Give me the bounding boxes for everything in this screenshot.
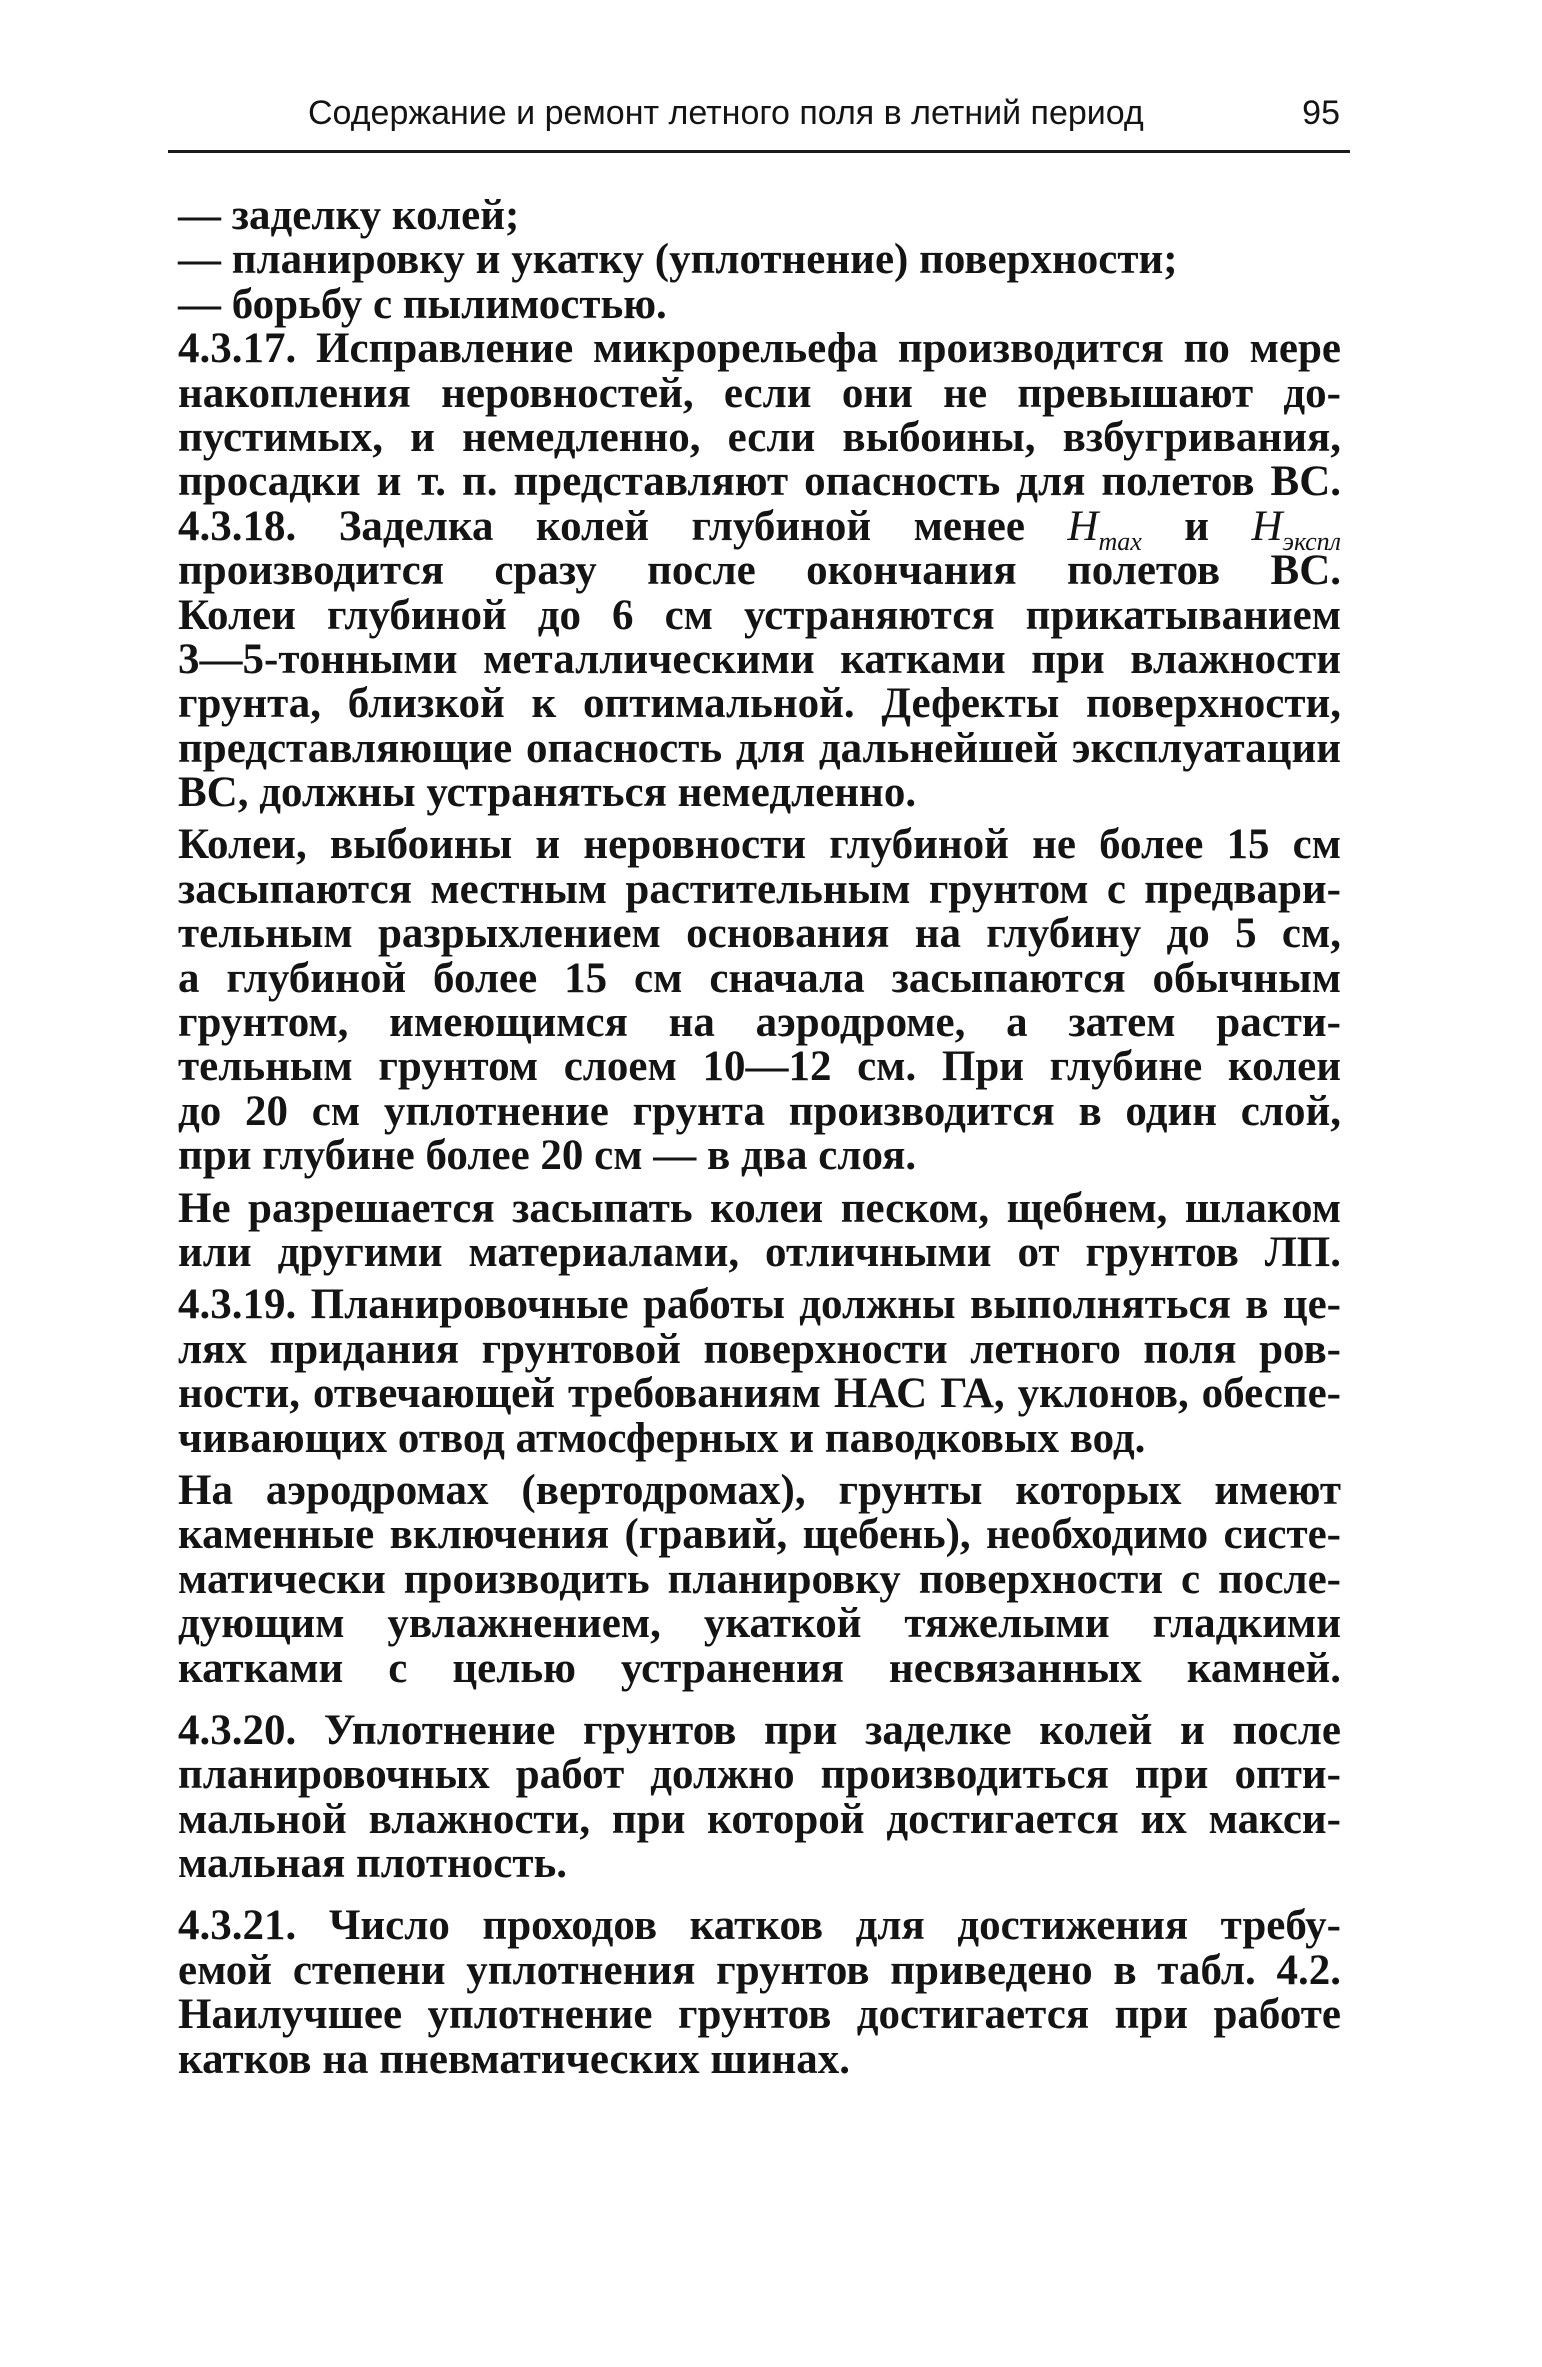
page-number: 95: [1302, 94, 1340, 132]
paragraph-prohibition-line: или другими материалами, отличными от грунтов ЛП.: [178, 1228, 1341, 1276]
paragraph-aerodromes-line: На аэродромах (вертодромах), грунты которых имеют: [178, 1466, 1341, 1514]
paragraph-aerodromes-line: катками с целью устранения несвязанных камней.: [178, 1644, 1341, 1692]
paragraph-prohibition-line: Не разрешается засыпать колеи песком, щебнем, шлаком: [178, 1184, 1341, 1232]
paragraph-4-3-21-line: [178, 1904, 1341, 1948]
paragraph-4-3-21-line: Наилучшее уплотнение грунтов достигается при работе: [178, 1991, 1341, 2039]
paragraph-aerodromes-line: каменные включения (гравий, щебень), необходимо систе-: [178, 1511, 1341, 1559]
paragraph-4-3-17-line: [178, 327, 1341, 371]
paragraph-ruts-line: до 20 см уплотнение грунта производится в один слой,: [178, 1087, 1341, 1135]
paragraph-4-3-21-line: емой степени уплотнения грунтов приведено в табл. 4.2.: [178, 1946, 1341, 1994]
paragraph-4-3-18-line: Колеи глубиной до 6 см устраняются прикатыванием: [178, 591, 1341, 639]
list-item: — заделку колей;: [178, 192, 520, 239]
paragraph-4-3-19-line: ности, отвечающей требованиям НАС ГА, уклонов, обеспе-: [178, 1370, 1341, 1418]
paragraph-ruts-line: грунтом, имеющимся на аэродроме, а затем расти-: [178, 999, 1341, 1047]
paragraph-4-3-19-line: [178, 1283, 1341, 1327]
paragraph-ruts-line: Колеи, выбоины и неровности глубиной не более 15 см: [178, 821, 1341, 869]
paragraph-4-3-19-line: чивающих отвод атмосферных и паводковых вод.: [178, 1414, 1146, 1462]
clause-number: 4.3.21.: [178, 1902, 297, 1950]
paragraph-4-3-18-line: [178, 502, 1342, 556]
text-run: и: [1184, 502, 1209, 550]
paragraph-ruts-line: засыпаются местным растительным грунтом с предвари-: [178, 865, 1341, 913]
clause-number: 4.3.17.: [178, 325, 297, 373]
paragraph-4-3-18-line: производится сразу после окончания полетов ВС.: [178, 547, 1341, 595]
paragraph-4-3-19-line: лях придания грунтовой поверхности летного поля ров-: [178, 1325, 1341, 1373]
paragraph-4-3-18-line: 3—5-тонными металлическими катками при влажности: [178, 635, 1341, 683]
subscript-expl: экспл: [1282, 526, 1342, 556]
paragraph-4-3-18-line: ВС, должны устраняться немедленно.: [178, 769, 917, 817]
paragraph-ruts-line: тельным разрыхлением основания на глубину до 5 см,: [178, 910, 1341, 958]
paragraph-4-3-18-line: представляющие опасность для дальнейшей эксплуатации: [178, 724, 1341, 772]
list-item: — планировку и укатку (уплотнение) поверхности;: [178, 236, 1178, 284]
clause-number: 4.3.19.: [178, 1281, 297, 1329]
paragraph-ruts-line: а глубиной более 15 см сначала засыпаются обычным: [178, 954, 1341, 1002]
body-text: [178, 194, 1341, 2082]
symbol-h-expl: [1251, 502, 1342, 556]
text-run: Уплотнение грунтов при заделке колей и после: [323, 1706, 1342, 1754]
paragraph-4-3-20-line: мальной влажности, при которой достигается их макси-: [178, 1795, 1341, 1843]
paragraph-4-3-20-line: планировочных работ должно производиться при опти-: [178, 1751, 1341, 1799]
paragraph-aerodromes-line: матически производить планировку поверхности с после-: [178, 1555, 1341, 1603]
clause-number: 4.3.18.: [178, 502, 297, 550]
chapter-title: Содержание и ремонт летного поля в летний период: [308, 94, 1144, 132]
subscript-max: max: [1098, 526, 1142, 556]
text-run: Заделка колей глубиной менее: [338, 502, 1025, 550]
paragraph-4-3-20-line: [178, 1706, 1342, 1754]
symbol-h-max: [1067, 502, 1142, 556]
paragraph-4-3-20-line: мальная плотность.: [178, 1840, 567, 1888]
paragraph-aerodromes-line: дующим увлажнением, укаткой тяжелыми гладкими: [178, 1600, 1341, 1648]
paragraph-4-3-17-line: просадки и т. п. представляют опасность для полетов ВС.: [178, 458, 1341, 506]
text-run: Планировочные работы должны выполняться в це-: [310, 1281, 1342, 1329]
list-item: — борьбу с пылимостью.: [178, 280, 667, 328]
paragraph-ruts-line: при глубине более 20 см — в два слоя.: [178, 1132, 917, 1180]
paragraph-4-3-17-line: накопления неровностей, если они не превышают до-: [178, 369, 1341, 417]
paragraph-4-3-21-line: катков на пневматических шинах.: [178, 2035, 851, 2083]
paragraph-4-3-18-line: грунта, близкой к оптимальной. Дефекты поверхности,: [178, 680, 1341, 728]
paragraph-ruts-line: тельным грунтом слоем 10—12 см. При глубине колеи: [178, 1043, 1341, 1091]
paragraph-4-3-17-line: пустимых, и немедленно, если выбоины, взбугривания,: [178, 413, 1341, 461]
symbol-h: H: [1067, 502, 1099, 550]
text-run: Число проходов катков для достижения требу-: [328, 1902, 1341, 1950]
text-run: Исправление микрорельефа производится по мере: [316, 325, 1342, 373]
running-header: [168, 86, 1350, 153]
symbol-h: H: [1251, 502, 1283, 550]
clause-number: 4.3.20.: [178, 1706, 297, 1754]
